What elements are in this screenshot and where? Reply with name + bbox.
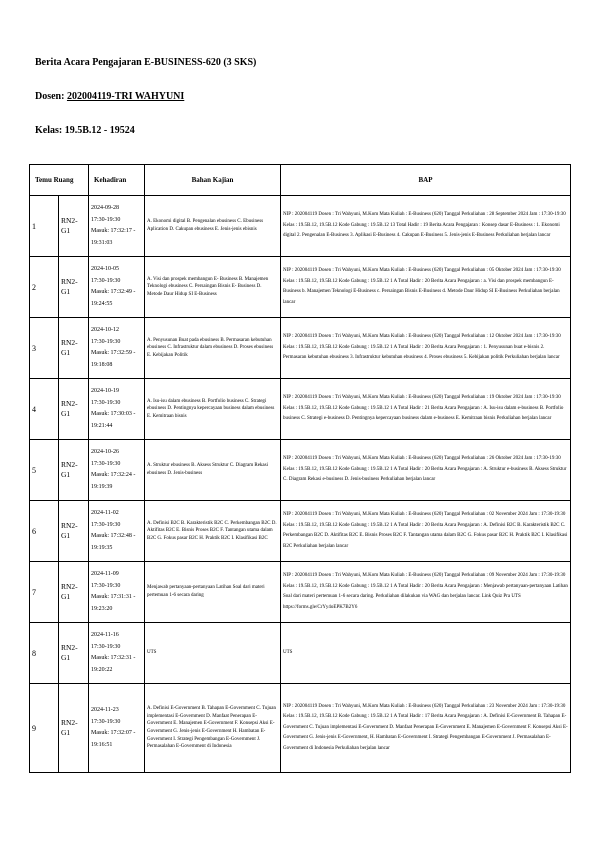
cell-kehadiran bbox=[89, 196, 145, 257]
kehadiran-jam: 17:30-19:30 bbox=[91, 521, 121, 528]
cell-temu: 4 bbox=[30, 379, 59, 440]
cell-ruang: RN2-G1 bbox=[59, 684, 89, 773]
cell-kehadiran bbox=[89, 684, 145, 773]
cell-kehadiran bbox=[89, 501, 145, 562]
kehadiran-keluar: 19:24:55 bbox=[91, 300, 113, 307]
cell-temu: 6 bbox=[30, 501, 59, 562]
kehadiran-keluar: 19:31:03 bbox=[91, 239, 113, 246]
table-row bbox=[30, 623, 571, 684]
kehadiran-tanggal: 2024-11-02 bbox=[91, 510, 119, 516]
cell-bahan-kajian: A. Isu-isu dalam ebusiness B. Portfolio business C. Strategi ebusiness D. Pentingnya kepercayaan business dalam ebusiness E. Kemitraan bisnis bbox=[145, 379, 281, 440]
cell-ruang: RN2-G1 bbox=[59, 562, 89, 623]
kelas-line: Kelas: 19.5B.12 - 19524 bbox=[35, 125, 135, 136]
cell-kehadiran bbox=[89, 379, 145, 440]
kehadiran-jam: 17:30-19:30 bbox=[91, 582, 121, 589]
kehadiran-tanggal: 2024-10-05 bbox=[91, 266, 120, 272]
cell-temu: 1 bbox=[30, 196, 59, 257]
table-row bbox=[30, 440, 571, 501]
kehadiran-tanggal: 2024-11-09 bbox=[91, 571, 119, 577]
kehadiran-masuk: Masuk: 17:32:07 - bbox=[91, 730, 136, 736]
cell-bahan-kajian: UTS bbox=[145, 623, 281, 684]
kehadiran-masuk: Masuk: 17:32:59 - bbox=[91, 350, 136, 356]
cell-ruang: RN2-G1 bbox=[59, 257, 89, 318]
cell-bap: NIP : 202004119 Dosen : Tri Wahyuni, M.Kom Mata Kuliah : E-Business (620) Tanggal Perkuliahan : 02 November 2024 Jam : 17:30-19:30 Kelas : 19.5B.12, 19.5B.12 Kode Gabung : 19.5B.12 1 A Total Hadir : 20 Berita Acara Pengajaran : A. Definisi B2C B. Karakteristik B2C C. Perkembangan B2C D. Aktifitas B2C E. Bisnis Proses B2C F. Tantangan utama dalam B2C G. Fokus pasar B2C H. Praktik B2C I. Klasifikasi B2C Perkuliahan berjalan lancar bbox=[281, 501, 571, 562]
cell-ruang: RN2-G1 bbox=[59, 379, 89, 440]
kehadiran-jam: 17:30-19:30 bbox=[91, 338, 121, 345]
table-row bbox=[30, 196, 571, 257]
kehadiran-tanggal: 2024-10-26 bbox=[91, 449, 120, 455]
kehadiran-tanggal: 2024-10-19 bbox=[91, 388, 120, 394]
header-temu: Temu bbox=[35, 176, 52, 184]
cell-kehadiran bbox=[89, 623, 145, 684]
kehadiran-tanggal: 2024-09-28 bbox=[91, 205, 120, 211]
cell-bahan-kajian: A. Penyusunan Buat pada ebusiness B. Permasaran kebutuhan ebusiness C. Infrastruktur dalam ebusiness D. Proses ebusiness E. Kebijakan Politik bbox=[145, 318, 281, 379]
kehadiran-jam: 17:30-19:30 bbox=[91, 718, 121, 725]
kehadiran-keluar: 19:16:51 bbox=[91, 741, 113, 748]
cell-ruang: RN2-G1 bbox=[59, 318, 89, 379]
kehadiran-keluar: 19:19:39 bbox=[91, 483, 113, 490]
header-kehadiran: Kehadiran bbox=[89, 165, 145, 196]
kehadiran-keluar: 19:21:44 bbox=[91, 422, 113, 429]
kehadiran-masuk: Masuk: 17:30:03 - bbox=[91, 411, 136, 417]
kehadiran-jam: 17:30-19:30 bbox=[91, 460, 121, 467]
header-bahan-kajian: Bahan Kajian bbox=[145, 165, 281, 196]
kehadiran-keluar: 19:19:35 bbox=[91, 544, 113, 551]
kehadiran-jam: 17:30-19:30 bbox=[91, 643, 121, 650]
kehadiran-tanggal: 2024-10-12 bbox=[91, 327, 120, 333]
kehadiran-jam: 17:30-19:30 bbox=[91, 277, 121, 284]
cell-kehadiran bbox=[89, 318, 145, 379]
dosen-line bbox=[35, 91, 184, 102]
cell-bahan-kajian: A. Ekonomi digital B. Pengenalan ebusiness C. Ebusiness Aplication D. Cakupan ebusiness E. Jenis-jenis ebisnis bbox=[145, 196, 281, 257]
table-row bbox=[30, 562, 571, 623]
kehadiran-keluar: 19:18:08 bbox=[91, 361, 113, 368]
cell-bap: UTS bbox=[281, 623, 571, 684]
kehadiran-keluar: 19:23:20 bbox=[91, 605, 113, 612]
cell-bap: NIP : 202004119 Dosen : Tri Wahyuni, M.Kom Mata Kuliah : E-Business (620) Tanggal Perkuliahan : 09 November 2024 Jam : 17:30-19:30 Kelas : 19.5B.12, 19.5B.12 Kode Gabung : 19.5B.12 1 A Total Hadir : 20 Berita Acara Pengajaran : Menjawab pertanyaan-pertanyaan Latihan Soal dari materi pertemuan 1-6 secara daring. Perkuliahan dilakukan via WAG dan berjalan lancar. Link Quiz Pra UTS https://forms.gle/CrYy4oEPK7B2Y6 bbox=[281, 562, 571, 623]
cell-ruang: RN2-G1 bbox=[59, 501, 89, 562]
kehadiran-masuk: Masuk: 17:32:31 - bbox=[91, 655, 136, 661]
kehadiran-masuk: Masuk: 17:31:31 - bbox=[91, 594, 136, 600]
cell-bap: NIP : 202004119 Dosen : Tri Wahyuni, M.Kom Mata Kuliah : E-Business (620) Tanggal Perkuliahan : 28 September 2024 Jam : 17:30-19:30 Kelas : 19.5B.12, 19.5B.12 Kode Gabung : 19.5B.12 13 Total Hadir : 19 Berita Acara Pengajaran : Konsep dasar E-Business : 1. Ekonomi digital 2. Pengenalan E-Business 3. Aplikasi E-Business 4. Cakupan E-Business 5. Jenis-jenis E-Business Perkuliahan berjalan lancar bbox=[281, 196, 571, 257]
cell-kehadiran bbox=[89, 440, 145, 501]
table-row bbox=[30, 318, 571, 379]
cell-bahan-kajian: A. Definisi E-Government B. Tahapan E-Government C. Tujuan implementasi E-Government D. Manfaat Penerapan E-Government E. Manajemen E-Government F. Konsepsi Aksi E-Government G. Jenis-jenis E-Government H. Hambatan E-Government I. Strategi Pengembangan E-Government J. Permasalahan E-Government di Indonesia bbox=[145, 684, 281, 773]
kehadiran-jam: 17:30-19:30 bbox=[91, 399, 121, 406]
cell-bap: NIP : 202004119 Dosen : Tri Wahyuni, M.Kom Mata Kuliah : E-Business (620) Tanggal Perkuliahan : 19 Oktober 2024 Jam : 17:30-19:30 Kelas : 19.5B.12, 19.5B.12 Kode Gabung : 19.5B.12 1 A Total Hadir : 21 Berita Acara Pengajaran : A. Isu-isu dalam e-business B. Portfolio business C. Strategi e-business D. Pentingnya kepercayaan business dalam e-business E. Kemitraan bisnis Perkuliahan berjalan lancar bbox=[281, 379, 571, 440]
kehadiran-masuk: Masuk: 17:32:48 - bbox=[91, 533, 136, 539]
cell-ruang: RN2-G1 bbox=[59, 623, 89, 684]
table-row bbox=[30, 684, 571, 773]
cell-bap: NIP : 202004119 Dosen : Tri Wahyuni, M.Kom Mata Kuliah : E-Business (620) Tanggal Perkuliahan : 12 Oktober 2024 Jam : 17:30-19:30 Kelas : 19.5B.12, 19.5B.12 Kode Gabung : 19.5B.12 1 A Total Hadir : 20 Berita Acara Pengajaran : 1. Penyusunan buat e-bisnis 2. Permasaran kebutuhan ebusiness 3. Infrastruktur kebutuhan ebusiness 4. Proses ebusiness 5. Kebijakan politik Perkuliahan berjalan lancar bbox=[281, 318, 571, 379]
dosen-label: Dosen: bbox=[35, 91, 67, 102]
cell-temu: 2 bbox=[30, 257, 59, 318]
kehadiran-jam: 17:30-19:30 bbox=[91, 216, 121, 223]
table-body bbox=[30, 196, 571, 773]
kehadiran-masuk: Masuk: 17:32:17 - bbox=[91, 228, 136, 234]
cell-bap: NIP : 202004119 Dosen : Tri Wahyuni, M.Kom Mata Kuliah : E-Business (620) Tanggal Perkuliahan : 05 Oktober 2024 Jam : 17:30-19:30 Kelas : 19.5B.12, 19.5B.12 Kode Gabung : 19.5B.12 1 A Total Hadir : 20 Berita Acara Pengajaran : a. Visi dan prospek membangun E-Business b. Manajemen Teknologi E-Business c. Persaingan Bisnis E-Business d. Metode Daur Hidup SI E-Business Perkuliahan berjalan lancar bbox=[281, 257, 571, 318]
cell-temu: 3 bbox=[30, 318, 59, 379]
cell-bahan-kajian: A. Definisi B2C B. Karakteristik B2C C. Perkembangan B2C D. Aktifitas B2C E. Bisnis Proses B2C F. Tantangan utama dalam B2C G. Fokus pasar B2C H. Praktik B2C I. Klasifikasi B2C bbox=[145, 501, 281, 562]
header-ruang: Ruang bbox=[53, 176, 74, 184]
header-bap: BAP bbox=[281, 165, 571, 196]
header-temu-ruang bbox=[30, 165, 89, 196]
table-row bbox=[30, 379, 571, 440]
kehadiran-masuk: Masuk: 17:32:49 - bbox=[91, 289, 136, 295]
cell-bahan-kajian: Menjawab pertanyaan-pertanyaan Latihan Soal dari materi pertemuan 1-6 secara daring bbox=[145, 562, 281, 623]
cell-ruang: RN2-G1 bbox=[59, 196, 89, 257]
cell-kehadiran bbox=[89, 562, 145, 623]
kehadiran-tanggal: 2024-11-16 bbox=[91, 632, 119, 638]
kehadiran-tanggal: 2024-11-23 bbox=[91, 707, 119, 713]
bap-table bbox=[29, 164, 571, 773]
table-header-row bbox=[30, 165, 571, 196]
kehadiran-masuk: Masuk: 17:32:24 - bbox=[91, 472, 136, 478]
cell-temu: 8 bbox=[30, 623, 59, 684]
cell-bahan-kajian: A. Struktur ebusiness B. Aksess Struktur C. Diagram Rekasi ebusiness D. Jenis-business bbox=[145, 440, 281, 501]
cell-temu: 9 bbox=[30, 684, 59, 773]
document-title: Berita Acara Pengajaran E-BUSINESS-620 (3 SKS) bbox=[35, 57, 257, 68]
table-row bbox=[30, 257, 571, 318]
dosen-value: 202004119-TRI WAHYUNI bbox=[66, 91, 185, 102]
cell-kehadiran bbox=[89, 257, 145, 318]
table-row bbox=[30, 501, 571, 562]
cell-temu: 7 bbox=[30, 562, 59, 623]
cell-temu: 5 bbox=[30, 440, 59, 501]
cell-bahan-kajian: A. Visi dan prospek membangun E- Business B. Manajemen Teknologi ebusiness C. Persaingan Bisnis E- Business D. Metode Daur Hidup SI E-Business bbox=[145, 257, 281, 318]
kehadiran-keluar: 19:20:22 bbox=[91, 666, 113, 673]
cell-bap: NIP : 202004119 Dosen : Tri Wahyuni, M.Kom Mata Kuliah : E-Business (620) Tanggal Perkuliahan : 26 Oktober 2024 Jam : 17:30-19:30 Kelas : 19.5B.12, 19.5B.12 Kode Gabung : 19.5B.12 1 A Total Hadir : 20 Berita Acara Pengajaran : A. Struktur e-business B. Aksess Struktur C. Diagram Rekasi e-business D. Jenis-business Perkuliahan berjalan lancar bbox=[281, 440, 571, 501]
cell-ruang: RN2-G1 bbox=[59, 440, 89, 501]
cell-bap: NIP : 202004119 Dosen : Tri Wahyuni, M.Kom Mata Kuliah : E-Business (620) Tanggal Perkuliahan : 23 November 2024 Jam : 17:30-19:30 Kelas : 19.5B.12, 19.5B.12 Kode Gabung : 19.5B.12 1 A Total Hadir : 17 Berita Acara Pengajaran : A. Definisi E-Government B. Tahapan E-Government C. Tujuan implementasi E-Government D. Manfaat Penerapan E-Government E. Manajemen E-Government F. Konsepsi Aksi E-Government G. Jenis-jenis E-Government, H. Hambatan E-Government I. Strategi Pengembangan E-Government J. Permasalahan E-Government di Indonesia Perkuliahan berjalan lancar bbox=[281, 684, 571, 773]
